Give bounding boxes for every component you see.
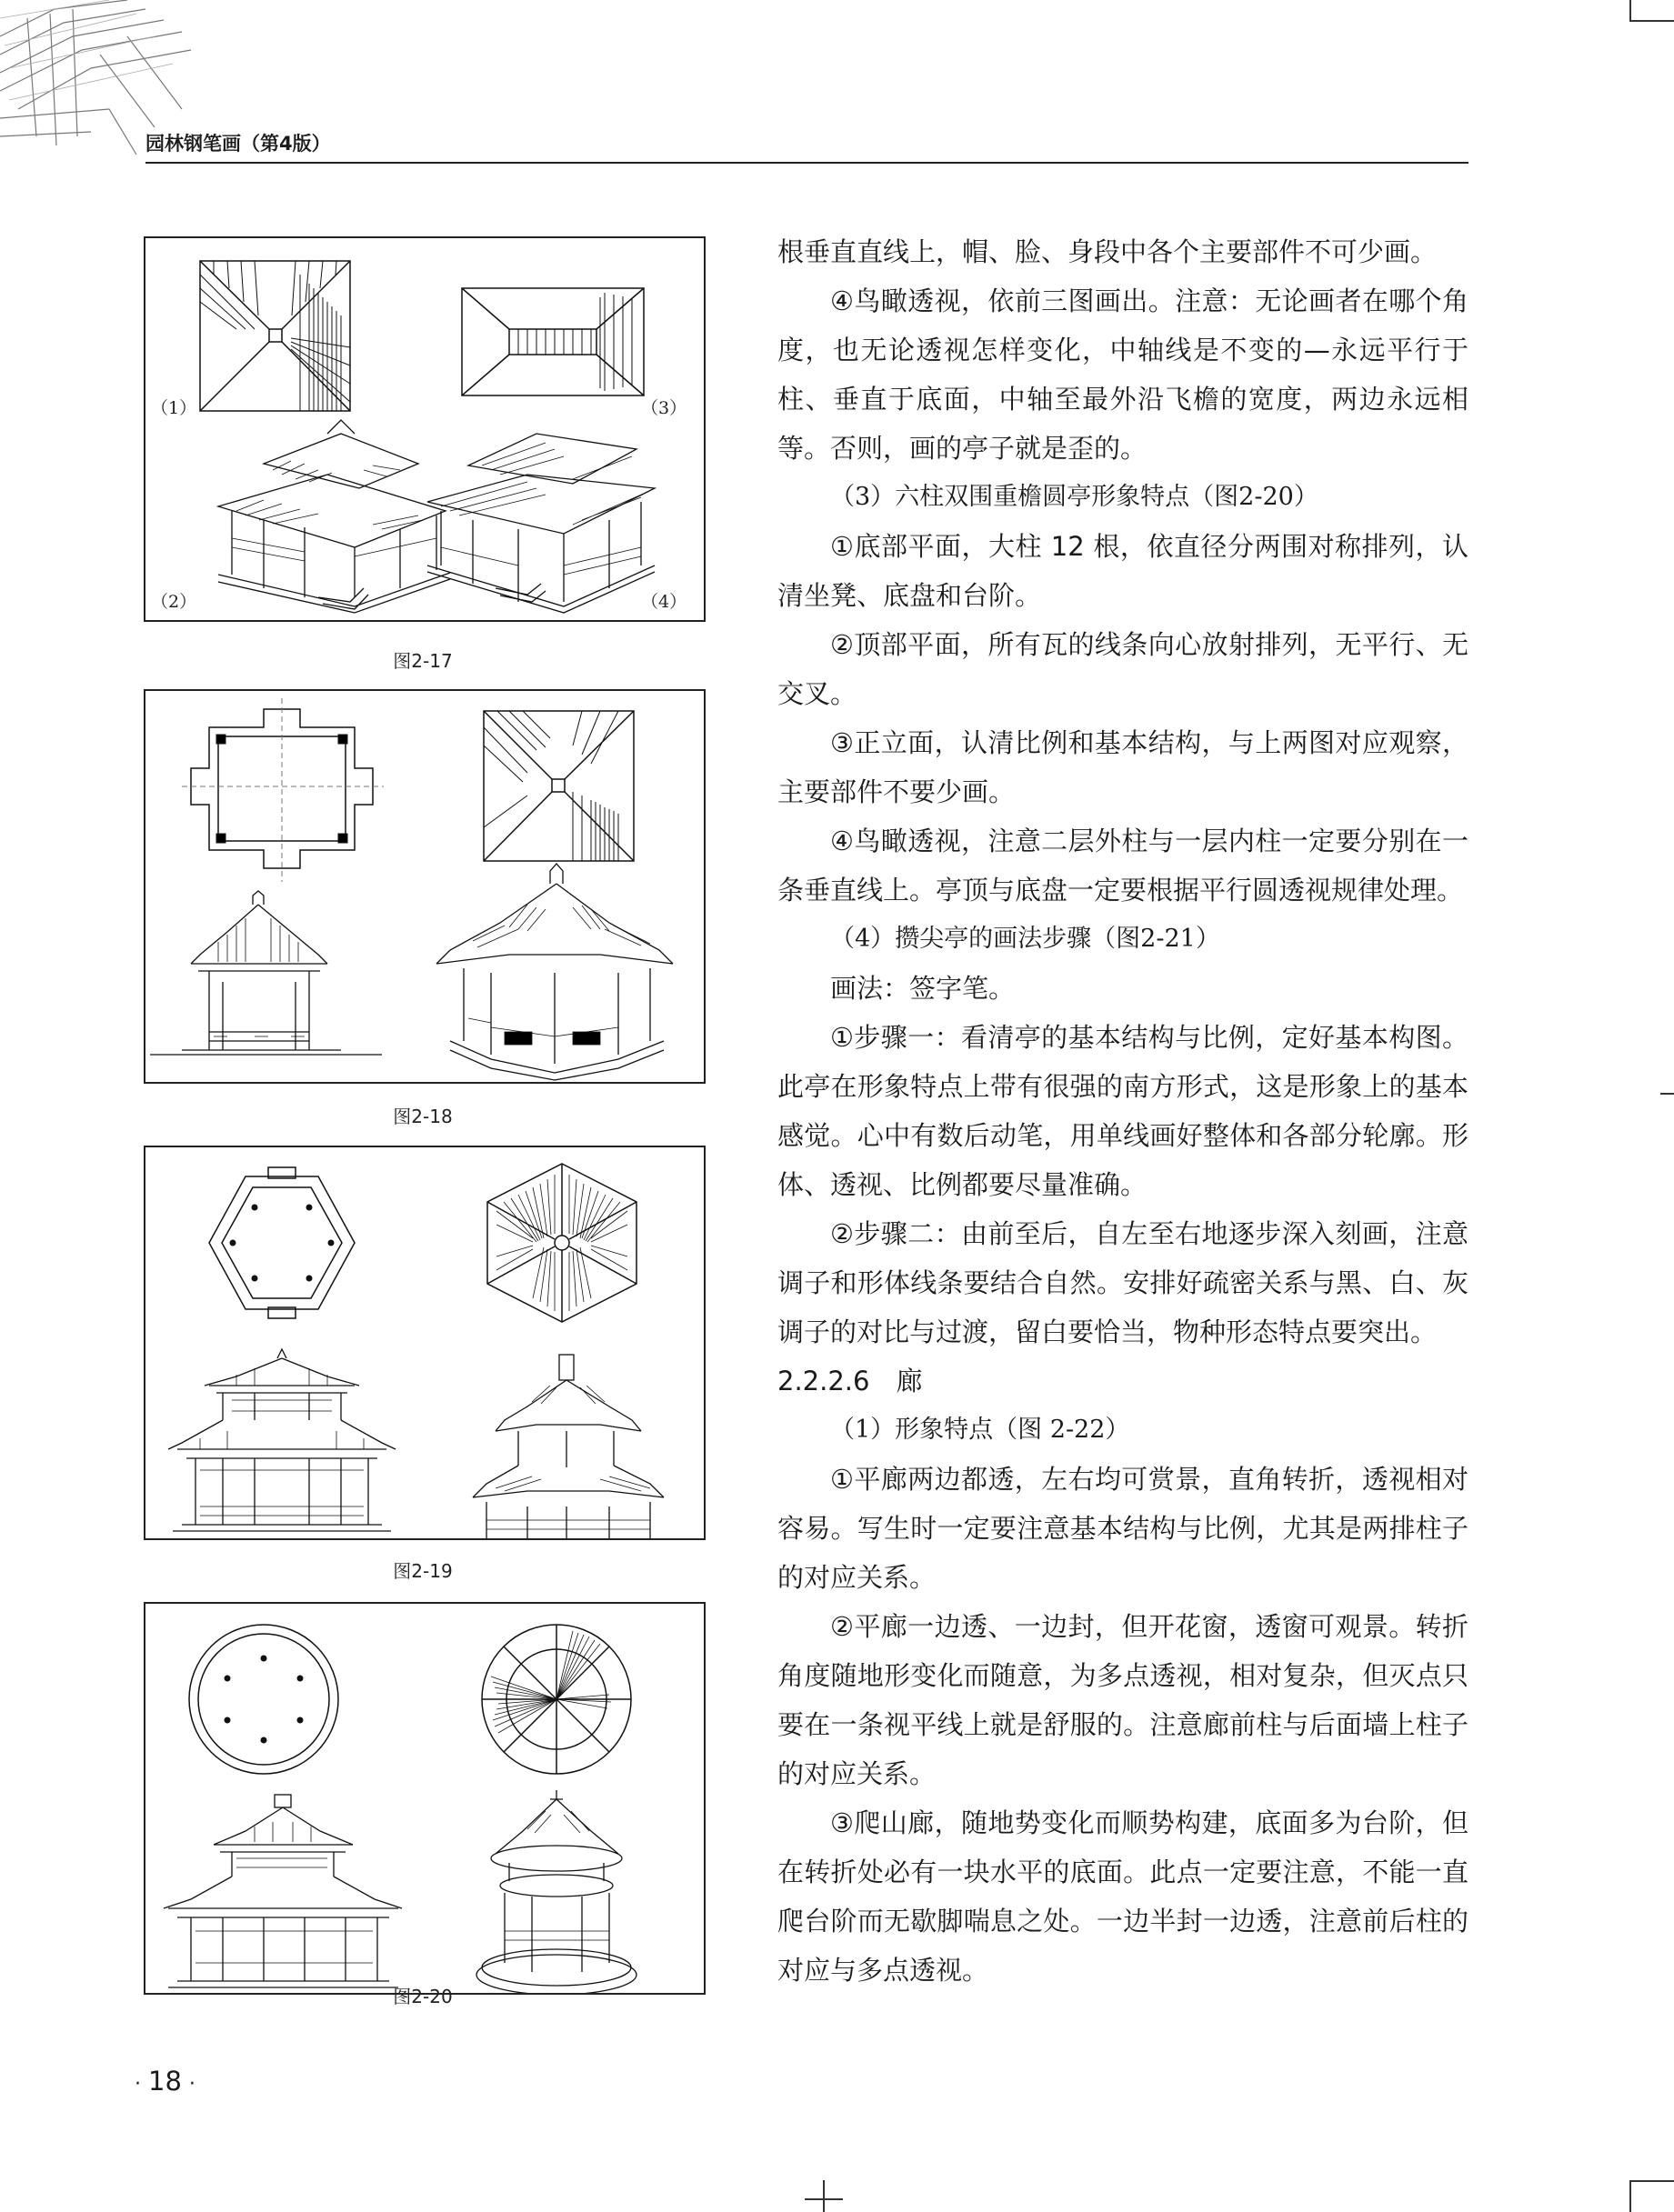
figure-2-20-drawing [145, 1604, 704, 1993]
figure-sublabel-4: （4） [641, 592, 687, 612]
subheading: （1）形象特点（图 2-22） [830, 1416, 1130, 1444]
figure-2-19 [144, 1146, 706, 1540]
body-text [777, 227, 1469, 1995]
paragraph: ②步骤二：由前至后，自左至右地逐步深入刻画，注意调子和形体线条要结合自然。安排好疏密关系与黑、白、灰调子的对比与过渡，留白要恰当，物种形态特点要突出。 [777, 1218, 1469, 1347]
section-heading: 2.2.2.6 廊 [777, 1366, 923, 1396]
book-title: 园林钢笔画（第4版） [145, 133, 331, 155]
subheading: （4）攒尖亭的画法步骤（图2-21） [830, 925, 1220, 953]
crop-mark [823, 2180, 825, 2212]
figure-2-18 [144, 689, 706, 1084]
paragraph: ①底部平面，大柱 12 根，依直径分两围对称排列，认清坐凳、底盘和台阶。 [777, 531, 1469, 611]
paragraph: ③爬山廊，随地势变化而顺势构建，底面多为台阶，但在转折处必有一块水平的底面。此点一定要注意，不能一直爬台阶而无歇脚喘息之处。一边半封一边透，注意前后柱的对应与多点透视。 [777, 1807, 1469, 1986]
header-rule [145, 162, 1469, 164]
paragraph: ③正立面，认清比例和基本结构，与上两图对应观察，主要部件不要少画。 [777, 727, 1469, 807]
figure-caption: 图2-20 [393, 1986, 453, 2007]
figure-sublabel-1: （1） [151, 398, 197, 418]
paragraph: ①平廊两边都透，左右均可赏景，直角转折，透视相对容易。写生时一定要注意基本结构与比例，尤其是两排柱子的对应关系。 [777, 1464, 1469, 1593]
figure-caption: 图2-17 [393, 650, 453, 672]
figure-2-18-drawing [145, 691, 704, 1082]
figure-sublabel-3: （3） [641, 398, 687, 418]
paragraph: ②顶部平面，所有瓦的线条向心放射排列，无平行、无交叉。 [777, 629, 1469, 709]
paragraph: 画法：签字笔。 [830, 973, 1016, 1004]
figure-2-17-drawing [145, 238, 704, 620]
crop-mark [1629, 2180, 1631, 2212]
crop-mark [1660, 1093, 1674, 1095]
page-number [127, 2066, 203, 2097]
figure-2-20 [144, 1602, 706, 1995]
figure-sublabel-2: （2） [151, 592, 197, 612]
paragraph: ④鸟瞰透视，注意二层外柱与一层内柱一定要分别在一条垂直线上。亭顶与底盘一定要根据平行圆透视规律处理。 [777, 826, 1469, 906]
crop-mark [805, 2198, 843, 2200]
crop-mark [1629, 0, 1631, 22]
page-number-dot: · [188, 2073, 195, 2096]
figure-2-17 [144, 236, 706, 622]
paragraph: 根垂直直线上，帽、脸、身段中各个主要部件不可少画。 [777, 236, 1438, 267]
subheading: （3）六柱双围重檐圆亭形象特点（图2-20） [830, 483, 1318, 511]
figure-2-19-drawing [145, 1147, 704, 1538]
figure-caption: 图2-18 [393, 1106, 453, 1127]
page-number-value: 18 [148, 2066, 182, 2097]
paragraph: ④鸟瞰透视，依前三图画出。注意：无论画者在哪个角度，也无论透视怎样变化，中轴线是不变的—永远平行于柱、垂直于底面，中轴至最外沿飞檐的宽度，两边永远相等。否则，画的亭子就是歪的。 [777, 285, 1469, 464]
figure-caption: 图2-19 [393, 1560, 453, 1582]
crop-mark [1629, 2180, 1674, 2182]
paragraph: ②平廊一边透、一边封，但开花窗，透窗可观景。转折角度随地形变化而随意，为多点透视，相对复杂，但灭点只要在一条视平线上就是舒服的。注意廊前柱与后面墙上柱子的对应关系。 [777, 1611, 1469, 1789]
crop-mark [1629, 20, 1674, 22]
paragraph: ①步骤一：看清亭的基本结构与比例，定好基本构图。此亭在形象特点上带有很强的南方形式，这是形象上的基本感觉。心中有数后动笔，用单线画好整体和各部分轮廓。形体、透视、比例都要尽量准确。 [777, 1022, 1469, 1200]
page-number-dot: · [135, 2073, 141, 2096]
